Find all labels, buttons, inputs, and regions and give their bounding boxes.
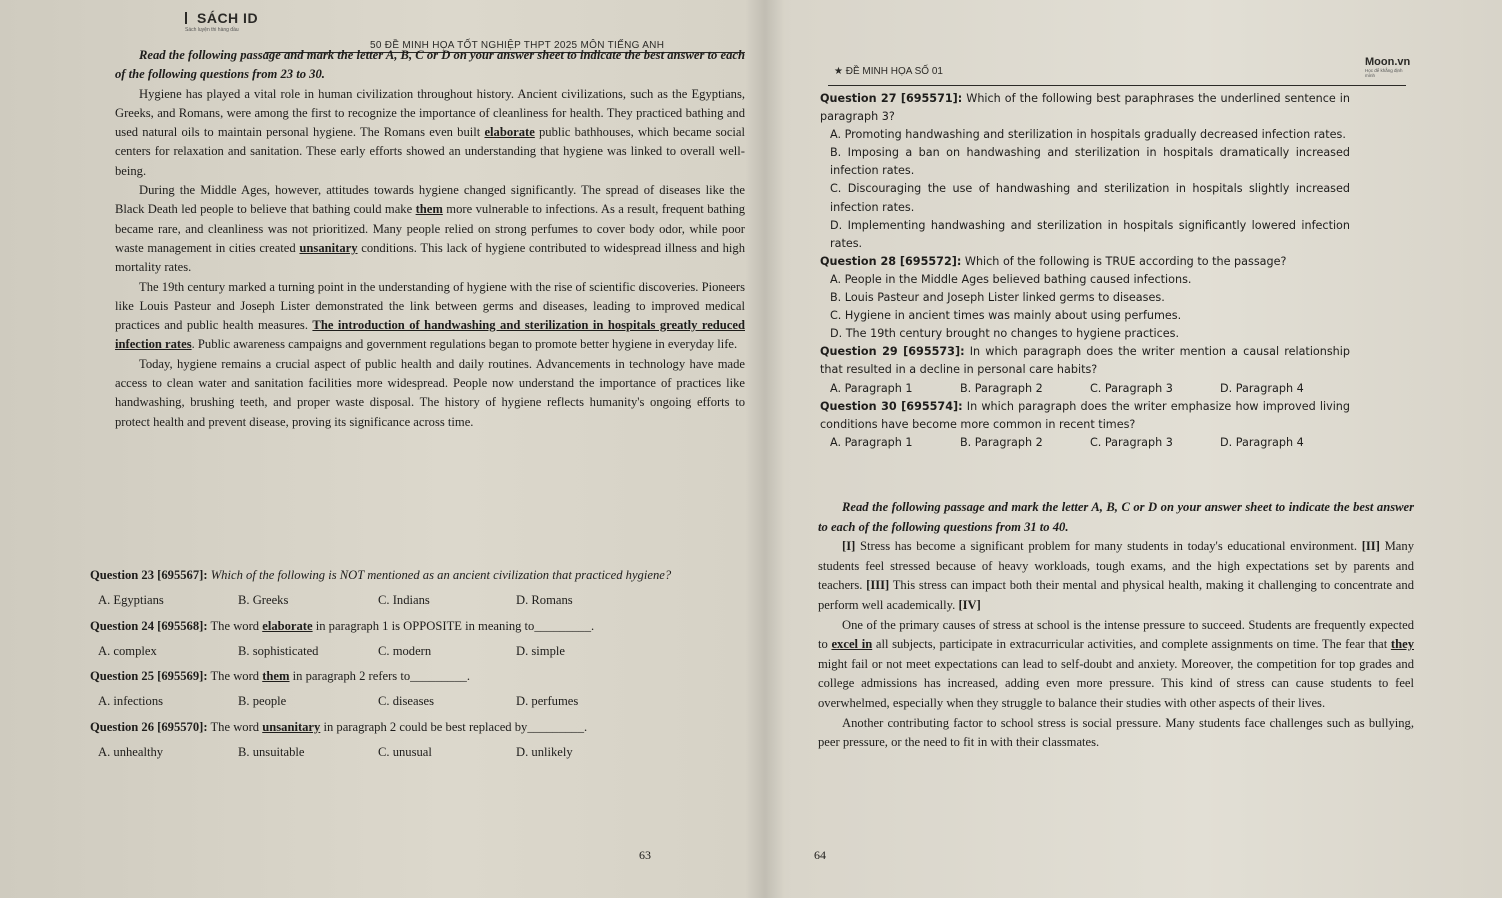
instruction-text: Read the following passage and mark the letter A, B, C or D on your answer sheet to indicate the best answer to each of the following questions from 23 to 30. xyxy=(115,48,745,82)
option-27-d[interactable]: D. Implementing handwashing and sterilization in hospitals significantly lowered infection rates. xyxy=(830,218,1350,250)
passage-paragraph-1: Hygiene has played a vital role in human civilization throughout history. Ancient civilizations, such as the Egyptians, Greeks, and Romans, were among the first to recognize the importance of cleanliness for health. They practiced bathing and used natural oils to maintain personal hygiene. The Romans even built elaborate public bathhouses, which became social centers for relaxation and sanitation. These early efforts showed an understanding that hygiene was linked to overall well-being. xyxy=(115,86,745,178)
option-26-a[interactable]: A. unhealthy xyxy=(98,745,164,760)
underlined-word-elaborate: elaborate xyxy=(484,125,535,140)
reading-passage-2 xyxy=(818,498,1414,753)
option-30-a[interactable]: A. Paragraph 1 xyxy=(830,435,913,449)
question-24-options xyxy=(98,642,700,661)
option-23-b[interactable]: B. Greeks xyxy=(238,593,289,608)
passage-paragraph-3: The 19th century marked a turning point in the understanding of hygiene with the rise of scientific discoveries. Pioneers like Louis Pasteur and Joseph Lister demonstrated the link between germs and diseases, leading to improved medical practices and public health measures. The introduction of handwashing and sterilization in hospitals greatly reduced infection rates. Public awareness campaigns and government regulations began to promote better hygiene in everyday life. xyxy=(115,279,745,352)
page-number-right: 64 xyxy=(814,848,826,862)
underlined-word-unsanitary: unsanitary xyxy=(299,240,358,255)
question-23: Question 23 [695567]: Which of the following is NOT mentioned as an ancient civilization that practiced hygiene? xyxy=(90,568,672,582)
option-29-c[interactable]: C. Paragraph 3 xyxy=(1090,381,1173,395)
option-26-c[interactable]: C. unusual xyxy=(378,745,432,760)
option-26-d[interactable]: D. unlikely xyxy=(516,745,573,760)
question-27: Question 27 [695571]: Which of the following best paraphrases the underlined sentence in paragraph 3? xyxy=(820,92,1350,124)
question-block-27-30 xyxy=(820,90,1350,452)
question-25: Question 25 [695569]: The word them in paragraph 2 refers to_________. xyxy=(90,669,470,684)
question-23-options xyxy=(98,591,700,610)
option-28-d[interactable]: D. The 19th century brought no changes to hygiene practices. xyxy=(830,327,1180,341)
option-25-b[interactable]: B. people xyxy=(238,694,287,709)
option-27-a[interactable]: A. Promoting handwashing and sterilization in hospitals gradually decreased infection rates. xyxy=(830,128,1346,142)
book-title: 50 ĐỀ MINH HỌA TỐT NGHIỆP THPT 2025 MÔN TIẾNG ANH xyxy=(370,40,665,51)
option-25-d[interactable]: D. perfumes xyxy=(516,694,579,709)
question-29: Question 29 [695573]: In which paragraph does the writer mention a causal relationship that resulted in a decline in personal care habits? xyxy=(820,345,1350,377)
option-23-d[interactable]: D. Romans xyxy=(516,593,573,608)
question-30-options xyxy=(830,434,1350,452)
book-logo-icon xyxy=(185,12,195,24)
question-25-options xyxy=(98,692,700,711)
option-28-b[interactable]: B. Louis Pasteur and Joseph Lister linked germs to diseases. xyxy=(830,291,1165,305)
option-24-b[interactable]: B. sophisticated xyxy=(238,643,319,658)
header-rule-right xyxy=(828,85,1406,86)
question-block-23-26 xyxy=(90,566,700,762)
option-23-c[interactable]: C. Indians xyxy=(378,593,430,608)
reading-passage-1 xyxy=(115,46,745,432)
underlined-sentence: The introduction of handwashing and sterilization in hospitals greatly reduced infection rates xyxy=(115,318,745,352)
underlined-word-them: them xyxy=(415,202,443,217)
option-29-a[interactable]: A. Paragraph 1 xyxy=(830,381,913,395)
option-26-b[interactable]: B. unsuitable xyxy=(238,745,305,760)
option-27-b[interactable]: B. Imposing a ban on handwashing and sterilization in hospitals dramatically increased infection rates. xyxy=(830,146,1350,178)
passage-paragraph-2: During the Middle Ages, however, attitudes towards hygiene changed significantly. The spread of diseases like the Black Death led people to believe that bathing could make them more vulnerable to infections. As a result, frequent bathing became rare, and cleanliness was not prioritized. Many people relied on strong perfumes to cover body odor, while poor waste management in cities created unsanitary conditions. This lack of hygiene contributed to widespread illness and high mortality rates. xyxy=(115,183,745,275)
option-23-a[interactable]: A. Egyptians xyxy=(98,593,164,608)
option-28-a[interactable]: A. People in the Middle Ages believed bathing caused infections. xyxy=(830,272,1192,286)
option-30-d[interactable]: D. Paragraph 4 xyxy=(1220,435,1304,449)
brand-subtitle: Học để khẳng định mình xyxy=(1365,68,1403,78)
option-25-c[interactable]: C. diseases xyxy=(378,694,434,709)
underlined-word-they: they xyxy=(1390,637,1415,652)
option-27-c[interactable]: C. Discouraging the use of handwashing and sterilization in hospitals slightly increased infection rates. xyxy=(830,182,1350,214)
passage2-paragraph-3: Another contributing factor to school stress is social pressure. Many students face challenges such as bullying, peer pressure, or the need to fit in with their classmates. xyxy=(818,715,1414,750)
passage2-paragraph-2: One of the primary causes of stress at school is the intense pressure to succeed. Students are frequently expected to excel in all subjects, participate in extracurricular activities, and complete assignments on time. The fear that they might fail or not meet expectations can lead to self-doubt and anxiety. Moreover, the competition for top grades and college admissions has increased, adding even more pressure. This kind of stress can cause students to feel overwhelmed, especially when they struggle to balance their studies with other aspects of their lives. xyxy=(818,617,1415,710)
question-29-options xyxy=(830,380,1350,398)
logo-subtitle: Sách luyện thi hàng đầu xyxy=(185,27,239,33)
option-24-c[interactable]: C. modern xyxy=(378,643,432,658)
option-28-c[interactable]: C. Hygiene in ancient times was mainly about using perfumes. xyxy=(830,309,1182,323)
book-gutter xyxy=(745,0,785,898)
option-24-a[interactable]: A. complex xyxy=(98,643,157,658)
sach-id-logo: SÁCH ID Sách luyện thi hàng đầu xyxy=(185,10,259,33)
left-page xyxy=(55,0,745,898)
option-29-d[interactable]: D. Paragraph 4 xyxy=(1220,381,1304,395)
moon-vn-logo: Moon.vn Học để khẳng định mình xyxy=(1365,56,1411,78)
exam-label: ★ ĐỀ MINH HỌA SỐ 01 xyxy=(834,66,943,77)
option-24-d[interactable]: D. simple xyxy=(516,643,565,658)
option-30-c[interactable]: C. Paragraph 3 xyxy=(1090,435,1173,449)
question-26-options xyxy=(98,743,700,762)
instruction-text-2: Read the following passage and mark the letter A, B, C or D on your answer sheet to indicate the best answer to each of the following questions from 31 to 40. xyxy=(818,500,1414,534)
right-page xyxy=(812,0,1415,898)
question-28: Question 28 [695572]: Which of the following is TRUE according to the passage? xyxy=(820,254,1287,268)
question-26: Question 26 [695570]: The word unsanitary in paragraph 2 could be best replaced by_________. xyxy=(90,719,588,734)
option-30-b[interactable]: B. Paragraph 2 xyxy=(960,435,1043,449)
question-24: Question 24 [695568]: The word elaborate in paragraph 1 is OPPOSITE in meaning to_________. xyxy=(90,618,595,633)
passage-paragraph-4: Today, hygiene remains a crucial aspect of public health and daily routines. Advancements in technology have made access to clean water and sanitation facilities more widespread. People now understand the importance of practices like handwashing, brushing teeth, and proper waste disposal. The history of hygiene reflects humanity's ongoing efforts to protect health and prevent disease, proving its significance across time. xyxy=(115,356,745,429)
option-25-a[interactable]: A. infections xyxy=(98,694,164,709)
underlined-phrase-excel-in: excel in xyxy=(831,637,873,652)
option-29-b[interactable]: B. Paragraph 2 xyxy=(960,381,1043,395)
page-number-left: 63 xyxy=(639,848,651,862)
passage2-paragraph-1: [I] Stress has become a significant problem for many students in today's educational environment. [II] Many students feel stressed because of heavy workloads, tough exams, and the high expectations set by parents and teachers. [III] This stress can impact both their mental and physical health, making it challenging to concentrate and perform well academically. [IV] xyxy=(818,539,1414,612)
question-30: Question 30 [695574]: In which paragraph does the writer emphasize how improved living conditions have become more common in recent times? xyxy=(820,399,1350,431)
